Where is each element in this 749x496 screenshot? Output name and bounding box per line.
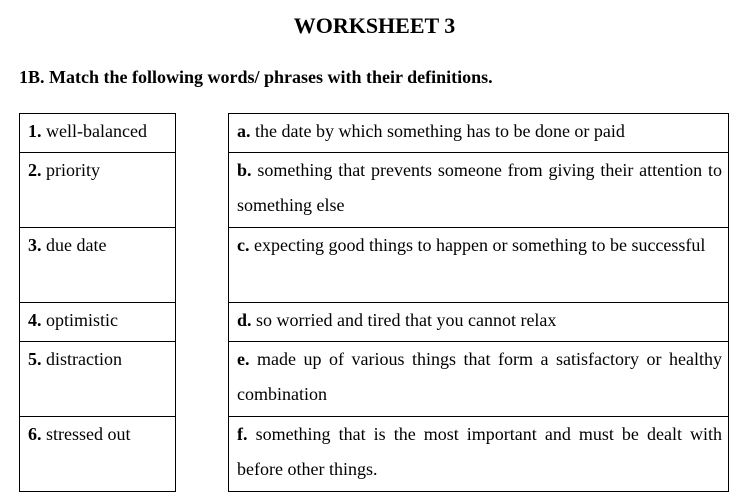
definition-letter: e. bbox=[237, 349, 250, 369]
definition-cell bbox=[229, 342, 729, 417]
worksheet-title: WORKSHEET 3 bbox=[293, 13, 456, 38]
words-table bbox=[19, 113, 176, 492]
definition-letter: b. bbox=[237, 160, 252, 180]
word-text: stressed out bbox=[46, 424, 131, 444]
word-cell bbox=[20, 342, 176, 417]
word-number: 6. bbox=[28, 424, 42, 444]
word-text: priority bbox=[46, 160, 100, 180]
definition-text: expecting good things to happen or something to be successful bbox=[254, 235, 706, 255]
word-number: 2. bbox=[28, 160, 42, 180]
definition-cell bbox=[229, 417, 729, 492]
definition-text: something that prevents someone from giving their attention to something else bbox=[237, 160, 722, 215]
definitions-table bbox=[228, 113, 729, 492]
definition-cell bbox=[229, 303, 729, 342]
table-row bbox=[229, 114, 729, 153]
table-row bbox=[229, 228, 729, 303]
word-number: 4. bbox=[28, 310, 42, 330]
table-row bbox=[229, 417, 729, 492]
table-row bbox=[20, 342, 176, 417]
definition-text: the date by which something has to be done or paid bbox=[255, 121, 625, 141]
definition-letter: a. bbox=[237, 121, 251, 141]
table-row bbox=[20, 153, 176, 228]
table-row bbox=[20, 417, 176, 492]
definition-cell bbox=[229, 114, 729, 153]
definition-letter: f. bbox=[237, 424, 248, 444]
word-cell bbox=[20, 114, 176, 153]
instruction-heading: 1B. Match the following words/ phrases with their definitions. bbox=[19, 67, 493, 87]
word-cell bbox=[20, 303, 176, 342]
table-row bbox=[229, 342, 729, 417]
word-text: optimistic bbox=[46, 310, 118, 330]
word-number: 5. bbox=[28, 349, 42, 369]
definition-cell bbox=[229, 153, 729, 228]
definition-text: made up of various things that form a satisfactory or healthy combination bbox=[237, 349, 722, 404]
table-row bbox=[20, 114, 176, 153]
definition-text: something that is the most important and must be dealt with before other things. bbox=[237, 424, 723, 479]
word-cell bbox=[20, 153, 176, 228]
table-row bbox=[20, 303, 176, 342]
definition-letter: d. bbox=[237, 310, 252, 330]
table-row bbox=[229, 153, 729, 228]
word-cell bbox=[20, 417, 176, 492]
word-text: well-balanced bbox=[46, 121, 147, 141]
word-text: due date bbox=[46, 235, 107, 255]
definition-cell bbox=[229, 228, 729, 303]
word-cell bbox=[20, 228, 176, 303]
definition-text: so worried and tired that you cannot relax bbox=[256, 310, 557, 330]
definition-letter: c. bbox=[237, 235, 250, 255]
word-number: 1. bbox=[28, 121, 42, 141]
table-row bbox=[229, 303, 729, 342]
word-text: distraction bbox=[46, 349, 122, 369]
table-row bbox=[20, 228, 176, 303]
word-number: 3. bbox=[28, 235, 42, 255]
